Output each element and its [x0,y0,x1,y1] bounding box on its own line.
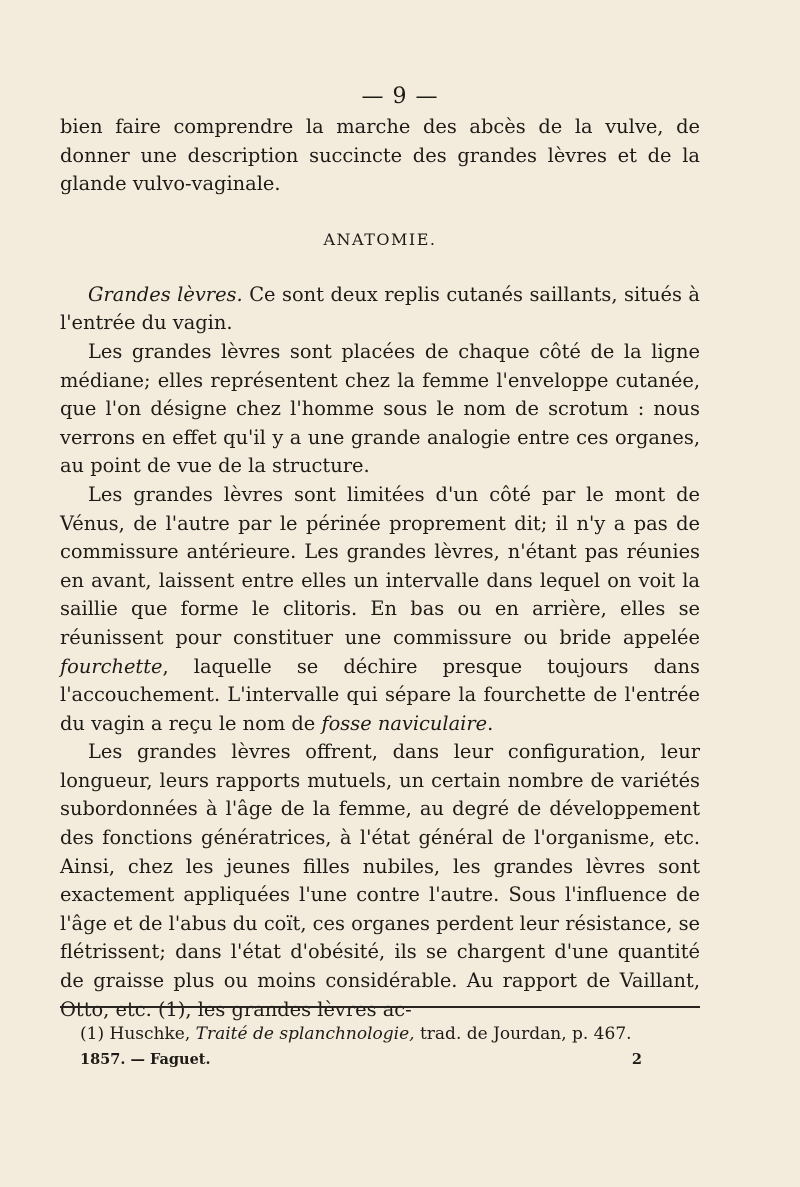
imprint-signature: 1857. — Faguet. [80,1051,211,1068]
paragraph-text: , laquelle se déchire presque toujours dans l'accouchement. L'intervalle qui sépare la fourchette de l'entrée du vagin a reçu le nom de [60,654,700,735]
paragraph-text: Ce sont deux replis cutanés saillants, situés à l'entrée du vagin. [60,282,700,335]
section-heading: ANATOMIE. [323,229,437,249]
term-fosse-naviculaire: fosse naviculaire [321,711,488,735]
footnote-author: Huschke, [104,1024,196,1044]
term-grandes-levres: Grandes lèvres. [88,282,243,306]
paragraph-limits [60,481,700,738]
paragraph-text: Les grandes lèvres sont limitées d'un côté par le mont de Vénus, de l'autre par le périnée proprement dit; il n'y a pas de commissure antérieure. Les grandes lèvres, n'étant pas réunies en avant, laissent entre elles un intervalle dans lequel on voit la saillie que forme le clitoris. En bas ou en arrière, elles se réunissent pour constituer une commissure ou bride appelée [60,482,700,649]
footnote [80,1022,700,1046]
paragraph-text: . [487,711,494,735]
paragraph-position: Les grandes lèvres sont placées de chaque côté de la ligne médiane; elles représentent chez la femme l'enveloppe cutanée, que l'on désigne chez l'homme sous le nom de scrotum : nous verrons en effet qu'il y a une grande analogie entre ces organes, au point de vue de la structure. [60,339,700,478]
signature-number: 2 [631,1051,642,1068]
intro-paragraph: bien faire comprendre la marche des abcès de la vulve, de donner une description succincte des grandes lèvres et de la glande vulvo-vaginale. [60,115,700,196]
footnote-rest: trad. de Jourdan, p. 467. [414,1024,632,1044]
imprint-row [80,1051,642,1068]
paragraph-grandes-levres [60,281,700,338]
footnote-marker: (1) [80,1024,105,1044]
paragraph-variations: Les grandes lèvres offrent, dans leur configuration, leur longueur, leurs rapports mutuels, un certain nombre de variétés subordonnées à l'âge de la femme, au degré de développement des fonctions génératrices, à l'état général de l'organisme, etc. Ainsi, chez les jeunes filles nubiles, les grandes lèvres sont exactement appliquées l'une contre l'autre. Sous l'influence de l'âge et de l'abus du coït, ces organes perdent leur résistance, se flétrissent; dans l'état d'obésité, ils se chargent d'une quantité de graisse plus ou moins considérable. Au rapport de Vaillant, Otto, etc. (1), les grandes lèvres ac- [60,740,700,1021]
main-text [60,113,700,1024]
footnote-rule [60,1006,700,1008]
term-fourchette: fourchette [60,654,163,678]
page-number: — 9 — [361,84,439,109]
footnote-title: Traité de splanchnologie, [195,1024,415,1044]
